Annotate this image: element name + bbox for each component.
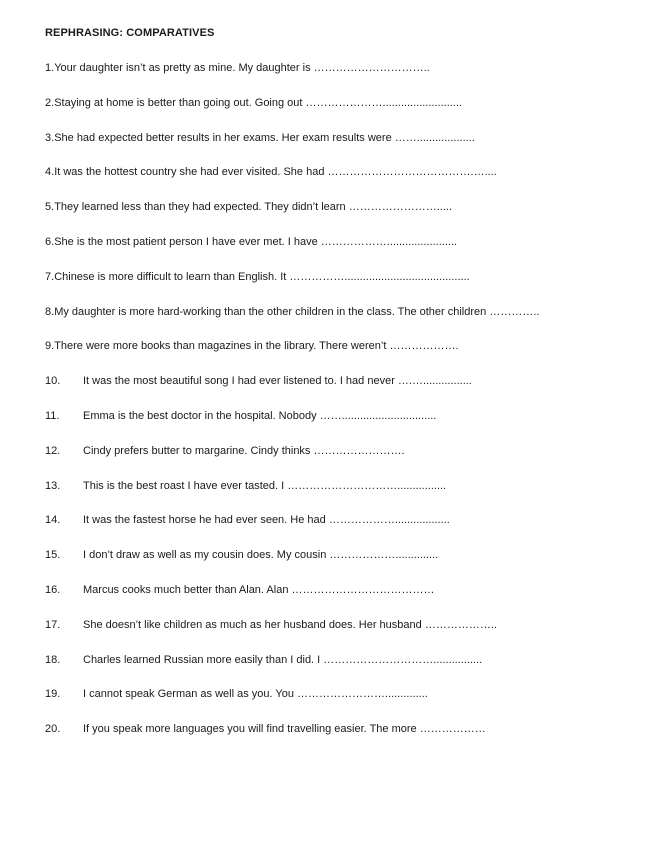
- exercise-item: [45, 619, 645, 654]
- exercise-number: 13.: [45, 479, 61, 492]
- exercise-number: 5.: [45, 201, 55, 214]
- exercise-sentence: She doesn’t like children as much as her husband does. Her husband ………………..: [83, 618, 497, 631]
- exercise-item: [45, 445, 645, 480]
- exercise-number: 17.: [45, 618, 61, 631]
- exercise-number: 12.: [45, 444, 61, 457]
- exercise-sentence: There were more books than magazines in the library. There weren’t ……………….: [54, 340, 459, 353]
- exercise-sentence: She is the most patient person I have ever met. I have ……………….......................: [54, 235, 458, 248]
- exercise-item: [45, 132, 645, 167]
- exercise-number: 4.: [45, 166, 55, 179]
- exercise-item: [45, 201, 645, 236]
- exercise-number: 20.: [45, 723, 61, 736]
- exercise-item: [45, 654, 645, 689]
- exercise-sentence: I don’t draw as well as my cousin does. My cousin ………………..............: [83, 549, 439, 562]
- exercise-number: 14.: [45, 514, 61, 527]
- exercise-item: [45, 723, 645, 758]
- exercise-number: 16.: [45, 583, 61, 596]
- exercise-sentence: Charles learned Russian more easily than I did. I …………………………................: [83, 653, 483, 666]
- exercise-sentence: It was the hottest country she had ever visited. She had ………………………………….…....: [54, 166, 497, 179]
- exercise-sentence: Chinese is more difficult to learn than English. It …………….........................................: [54, 270, 470, 283]
- exercise-sentence: Emma is the best doctor in the hospital. Nobody ……...............................: [83, 409, 437, 422]
- exercise-number: 1.: [45, 62, 55, 74]
- exercise-item: [45, 271, 645, 306]
- exercise-item: [45, 584, 645, 619]
- exercise-item: [45, 236, 645, 271]
- exercise-item: [45, 375, 645, 410]
- exercise-item: [45, 306, 645, 341]
- exercise-number: 6.: [45, 235, 55, 248]
- exercise-sentence: Staying at home is better than going out. Going out …………………..........................: [54, 96, 462, 109]
- exercise-number: 15.: [45, 549, 61, 562]
- exercise-sentence: It was the fastest horse he had ever seen. He had ………………..................: [83, 514, 450, 527]
- exercise-number: 7.: [45, 270, 55, 283]
- exercise-item: [45, 480, 645, 515]
- exercise-number: 18.: [45, 653, 61, 666]
- exercise-item: [45, 549, 645, 584]
- exercise-number: 11.: [45, 409, 60, 422]
- exercise-sentence: Cindy prefers butter to margarine. Cindy thinks …………………….: [83, 444, 405, 457]
- exercise-item: [45, 688, 645, 723]
- exercise-number: 2.: [45, 96, 55, 109]
- exercise-sentence: She had expected better results in her exams. Her exam results were ……...................: [54, 131, 475, 144]
- exercise-sentence: I cannot speak German as well as you. You ……………………..............: [83, 688, 428, 701]
- exercise-sentence: Marcus cooks much better than Alan. Alan …………………………………: [83, 583, 435, 596]
- exercise-sentence: Your daughter isn’t as pretty as mine. My daughter is …………………………..: [54, 62, 430, 74]
- worksheet-title: REPHRASING: COMPARATIVES: [45, 27, 215, 39]
- exercise-item: [45, 514, 645, 549]
- exercise-sentence: This is the best roast I have ever tasted. I …………………………................: [83, 479, 447, 492]
- exercise-number: 3.: [45, 131, 55, 144]
- exercise-list: [45, 62, 645, 758]
- exercise-sentence: My daughter is more hard-working than the other children in the class. The other children …………..: [54, 305, 540, 318]
- exercise-item: [45, 166, 645, 201]
- exercise-number: 19.: [45, 688, 61, 701]
- exercise-number: 9.: [45, 340, 55, 353]
- exercise-sentence: They learned less than they had expected. They didn’t learn …………………….....: [54, 201, 453, 214]
- exercise-item: [45, 62, 645, 97]
- exercise-sentence: If you speak more languages you will find travelling easier. The more ………………: [83, 723, 486, 736]
- exercise-item: [45, 340, 645, 375]
- exercise-item: [45, 410, 645, 445]
- exercise-sentence: It was the most beautiful song I had ever listened to. I had never ….…................: [83, 375, 472, 388]
- exercise-item: [45, 97, 645, 132]
- exercise-number: 10.: [45, 375, 61, 388]
- exercise-number: 8.: [45, 305, 55, 318]
